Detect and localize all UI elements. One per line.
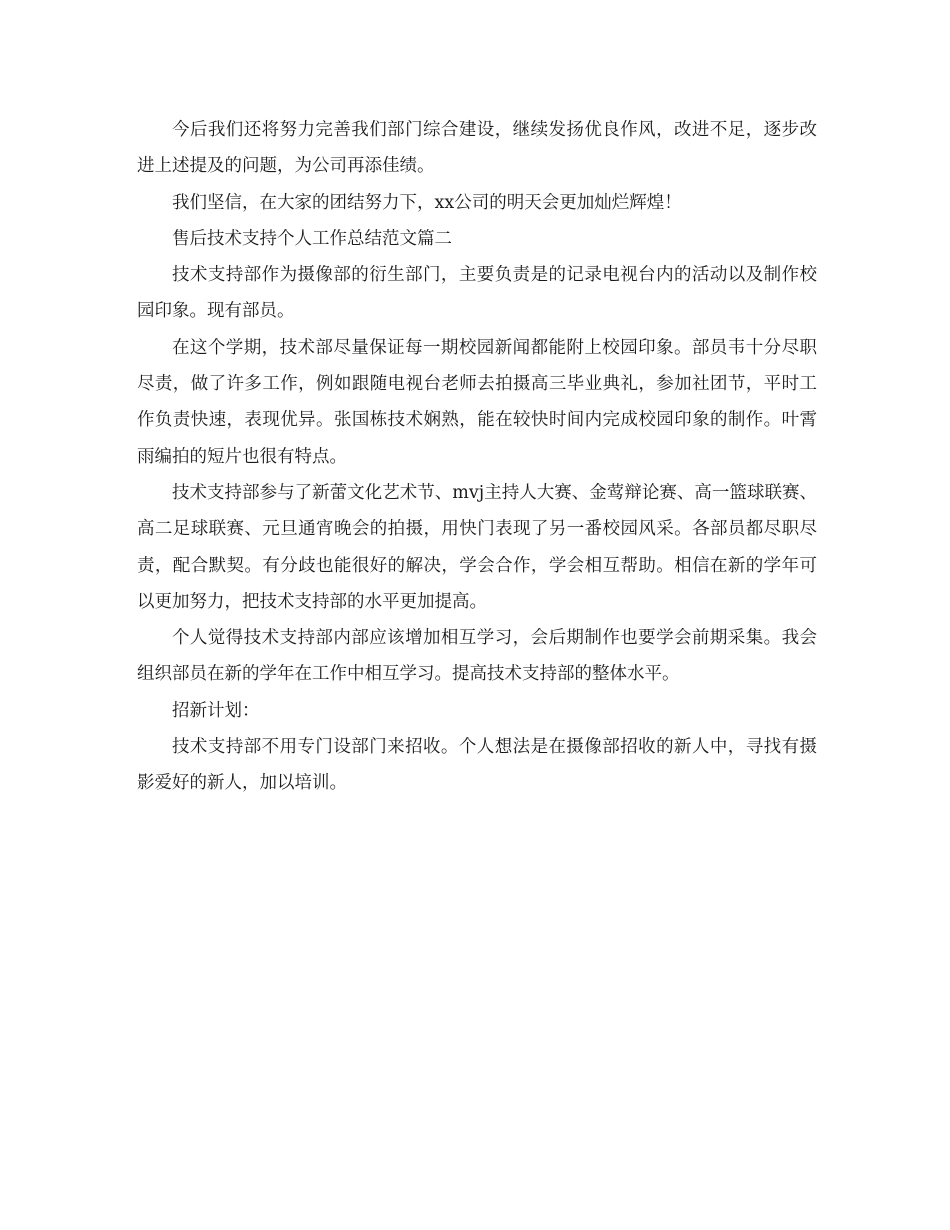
recruitment-heading: 招新计划： xyxy=(172,700,260,721)
paragraph-department-intro: 技术支持部作为摄像部的衍生部门，主要负责是的记录电视台内的活动以及制作校园印象。现有部员。 xyxy=(137,265,817,322)
paragraph-confidence: 我们坚信，在大家的团结努力下，xx公司的明天会更加灿烂辉煌！ xyxy=(172,192,682,213)
paragraph-semester-work: 在这个学期，技术部尽量保证每一期校园新闻都能附上校园印象。部员韦十分尽职尽责，做了许多工作，例如跟随电视台老师去拍摄高三毕业典礼，参加社团节，平时工作负责快速，表现优异。张国栋技术娴熟，能在较快时间内完成校园印象的制作。叶霄雨编拍的短片也很有特点。 xyxy=(137,337,817,467)
paragraph-recruitment-plan: 技术支持部不用专门设部门来招收。个人想法是在摄像部招收的新人中，寻找有摄影爱好的新人，加以培训。 xyxy=(137,737,817,794)
paragraph-closing-improvement: 今后我们还将努力完善我们部门综合建设，继续发扬优良作风，改进不足，逐步改进上述提及的问题，为公司再添佳绩。 xyxy=(137,120,817,177)
paragraph-personal-view: 个人觉得技术支持部内部应该增加相互学习，会后期制作也要学会前期采集。我会组织部员在新的学年在工作中相互学习。提高技术支持部的整体水平。 xyxy=(137,628,817,685)
paragraph-events: 技术支持部参与了新蕾文化艺术节、mvj主持人大赛、金莺辩论赛、高一篮球联赛、高二足球联赛、元旦通宵晚会的拍摄，用快门表现了另一番校园风采。各部员都尽职尽责，配合默契。有分歧也能很好的解决，学会合作，学会相互帮助。相信在新的学年可以更加努力，把技术支持部的水平更加提高。 xyxy=(137,482,817,612)
document-body xyxy=(137,112,817,802)
section-heading: 售后技术支持个人工作总结范文篇二 xyxy=(172,228,452,249)
